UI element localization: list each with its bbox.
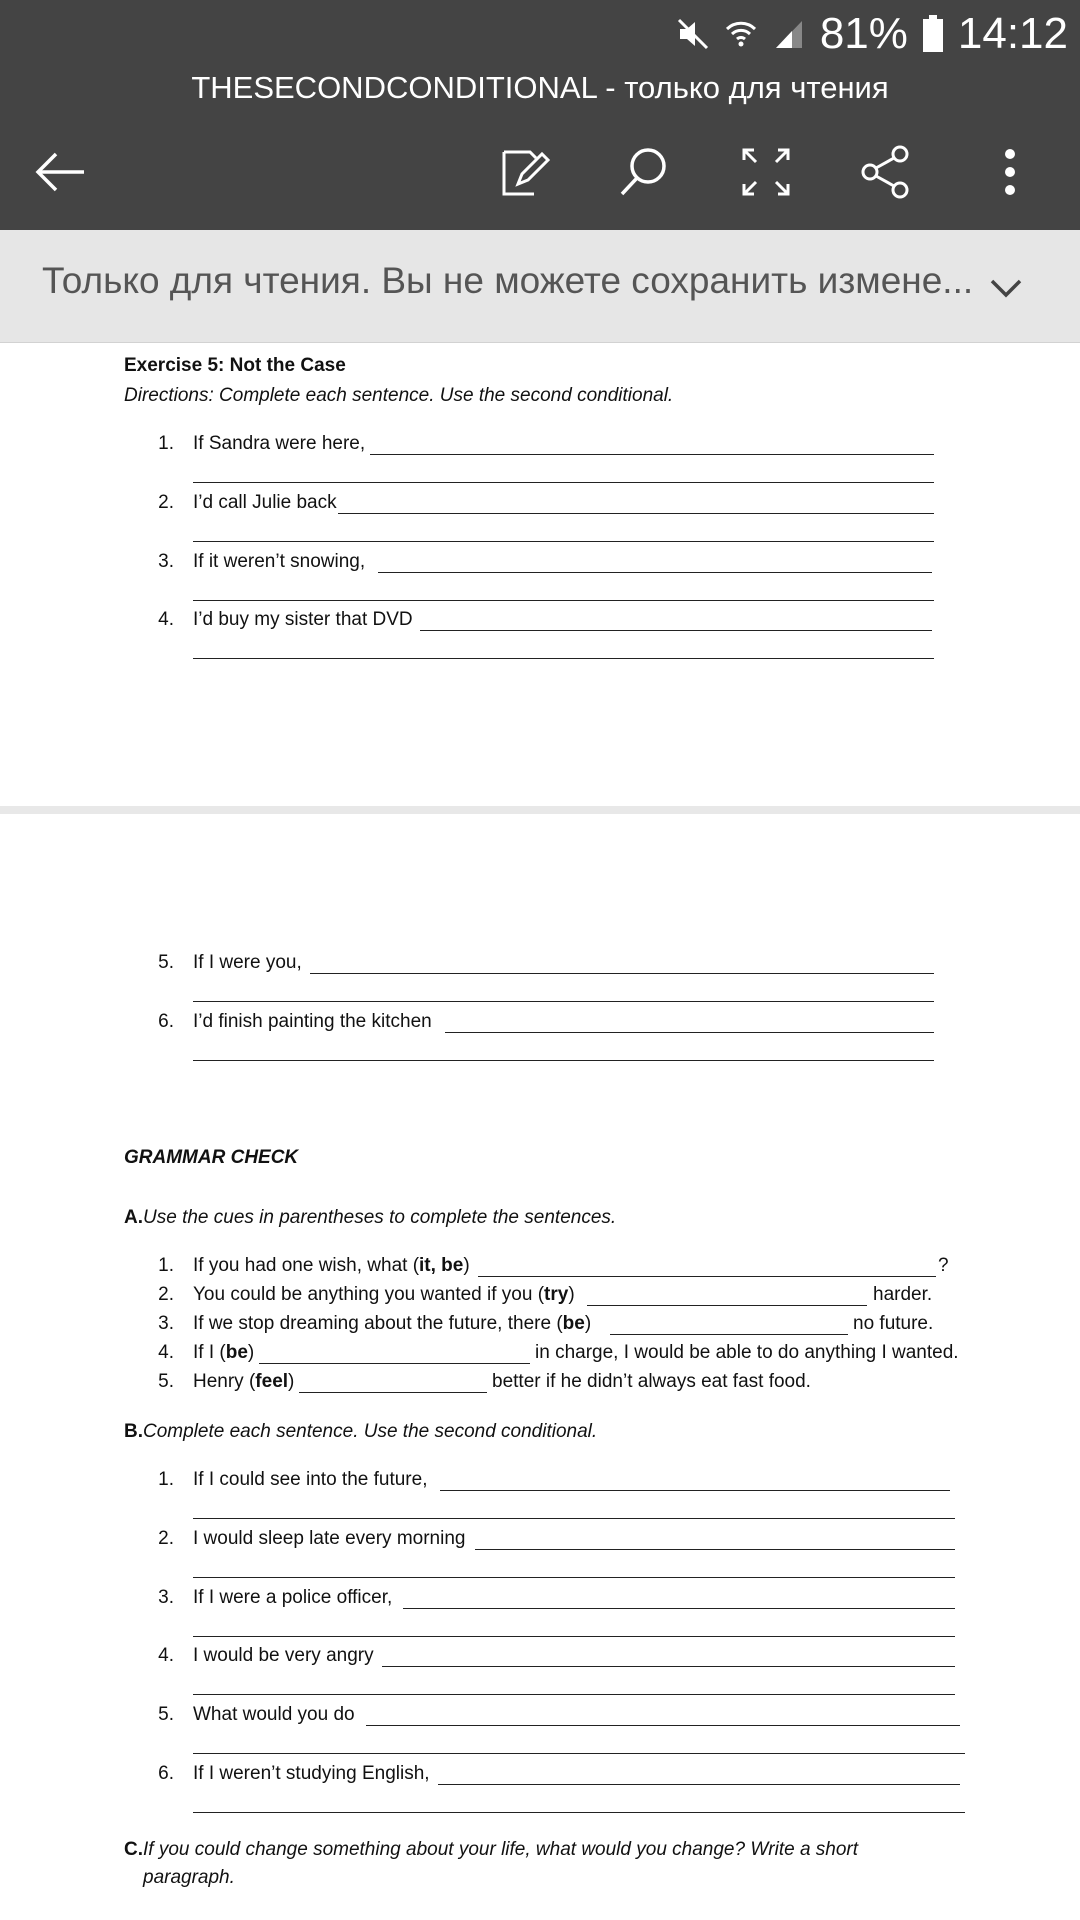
- cue-sentence: If we stop dreaming about the future, there (be): [193, 1313, 592, 1334]
- exercise-heading: Exercise 5: Not the Case: [124, 355, 346, 376]
- grammar-check-heading: GRAMMAR CHECK: [124, 1147, 299, 1168]
- answer-line[interactable]: [193, 1001, 934, 1002]
- answer-line[interactable]: [445, 1032, 934, 1033]
- answer-line[interactable]: [193, 1812, 965, 1813]
- item-number: 1.: [158, 1469, 174, 1490]
- answer-line[interactable]: [193, 1577, 955, 1578]
- item-text: If I weren’t studying English,: [193, 1763, 430, 1784]
- section-c-instruction: C.If you could change something about your life, what would you change? Write a short: [124, 1839, 859, 1860]
- answer-line[interactable]: [193, 600, 934, 601]
- answer-line[interactable]: [299, 1392, 487, 1393]
- item-number: 5.: [158, 952, 174, 973]
- answer-line[interactable]: [440, 1490, 950, 1491]
- answer-line[interactable]: [193, 1518, 955, 1519]
- answer-line[interactable]: [475, 1549, 955, 1550]
- item-number: 5.: [158, 1371, 174, 1392]
- answer-line[interactable]: [382, 1666, 955, 1667]
- sentence-ending: in charge, I would be able to do anything I wanted.: [535, 1342, 959, 1363]
- document-title: THESECONDCONDITIONAL - только для чтения: [191, 70, 889, 105]
- item-number: 4.: [158, 1645, 174, 1666]
- search-icon[interactable]: [612, 140, 676, 204]
- page-separator: [0, 806, 1080, 814]
- back-arrow-icon[interactable]: [28, 140, 92, 204]
- sentence-ending: harder.: [873, 1284, 933, 1305]
- section-b-instruction: B.Complete each sentence. Use the second conditional.: [124, 1421, 598, 1442]
- item-number: 2.: [158, 1528, 174, 1549]
- item-text: I would be very angry: [193, 1645, 374, 1666]
- cue-sentence: If I (be): [193, 1342, 255, 1363]
- clock: 14:12: [957, 9, 1068, 58]
- answer-line[interactable]: [587, 1305, 867, 1306]
- answer-line[interactable]: [193, 541, 934, 542]
- answer-line[interactable]: [438, 1784, 960, 1785]
- signal-icon: [772, 17, 806, 51]
- answer-line[interactable]: [193, 1636, 955, 1637]
- app-bar: [0, 0, 1080, 230]
- item-text: What would you do: [193, 1704, 355, 1725]
- document-view[interactable]: [0, 343, 1080, 1920]
- answer-line[interactable]: [193, 658, 934, 659]
- item-text: I would sleep late every morning: [193, 1528, 466, 1549]
- answer-line[interactable]: [370, 454, 934, 455]
- cue-sentence: Henry (feel): [193, 1371, 295, 1392]
- mute-icon: [676, 17, 710, 51]
- answer-line[interactable]: [193, 1694, 955, 1695]
- item-number: 3.: [158, 551, 174, 572]
- item-text: I’d finish painting the kitchen: [193, 1011, 432, 1032]
- item-number: 4.: [158, 1342, 174, 1363]
- sentence-ending: better if he didn’t always eat fast food.: [492, 1371, 811, 1392]
- item-text: I’d buy my sister that DVD: [193, 609, 413, 630]
- answer-line[interactable]: [366, 1725, 960, 1726]
- item-number: 2.: [158, 492, 174, 513]
- cue-sentence: You could be anything you wanted if you (try): [193, 1284, 575, 1305]
- more-options-icon[interactable]: [978, 140, 1042, 204]
- answer-line[interactable]: [310, 973, 934, 974]
- battery-percent: 81%: [819, 9, 908, 58]
- banner-text: Только для чтения. Вы не можете сохранить измене...: [42, 260, 974, 301]
- item-text: If I were a police officer,: [193, 1587, 393, 1608]
- fullscreen-icon[interactable]: [734, 140, 798, 204]
- item-text: If I could see into the future,: [193, 1469, 428, 1490]
- answer-line[interactable]: [378, 572, 932, 573]
- edit-icon[interactable]: [492, 140, 556, 204]
- answer-line[interactable]: [338, 513, 934, 514]
- sentence-ending: no future.: [853, 1313, 934, 1334]
- item-number: 2.: [158, 1284, 174, 1305]
- item-text: I’d call Julie back: [193, 492, 337, 513]
- answer-line[interactable]: [610, 1334, 848, 1335]
- wifi-icon: [724, 17, 758, 51]
- item-number: 1.: [158, 433, 174, 454]
- chevron-down-icon[interactable]: [978, 260, 1034, 316]
- read-only-banner[interactable]: [0, 230, 1080, 343]
- item-number: 4.: [158, 609, 174, 630]
- item-text: If Sandra were here,: [193, 433, 366, 454]
- item-number: 1.: [158, 1255, 174, 1276]
- share-icon[interactable]: [854, 140, 918, 204]
- item-text: If it weren’t snowing,: [193, 551, 366, 572]
- answer-line[interactable]: [193, 482, 934, 483]
- answer-line[interactable]: [193, 1060, 934, 1061]
- answer-line[interactable]: [478, 1276, 936, 1277]
- cue-sentence: If you had one wish, what (it, be): [193, 1255, 470, 1276]
- item-number: 3.: [158, 1313, 174, 1334]
- item-number: 5.: [158, 1704, 174, 1725]
- section-c-instruction-continued: paragraph.: [143, 1867, 235, 1888]
- status-bar: [676, 8, 1068, 60]
- answer-line[interactable]: [420, 630, 932, 631]
- section-a-instruction: A.Use the cues in parentheses to complete the sentences.: [124, 1207, 617, 1228]
- item-text: If I were you,: [193, 952, 302, 973]
- sentence-ending: ?: [938, 1255, 949, 1276]
- answer-line[interactable]: [193, 1753, 965, 1754]
- answer-line[interactable]: [403, 1608, 955, 1609]
- battery-icon: [922, 15, 944, 53]
- item-number: 3.: [158, 1587, 174, 1608]
- answer-line[interactable]: [259, 1363, 530, 1364]
- item-number: 6.: [158, 1763, 174, 1784]
- item-number: 6.: [158, 1011, 174, 1032]
- exercise-directions: Directions: Complete each sentence. Use the second conditional.: [124, 385, 674, 406]
